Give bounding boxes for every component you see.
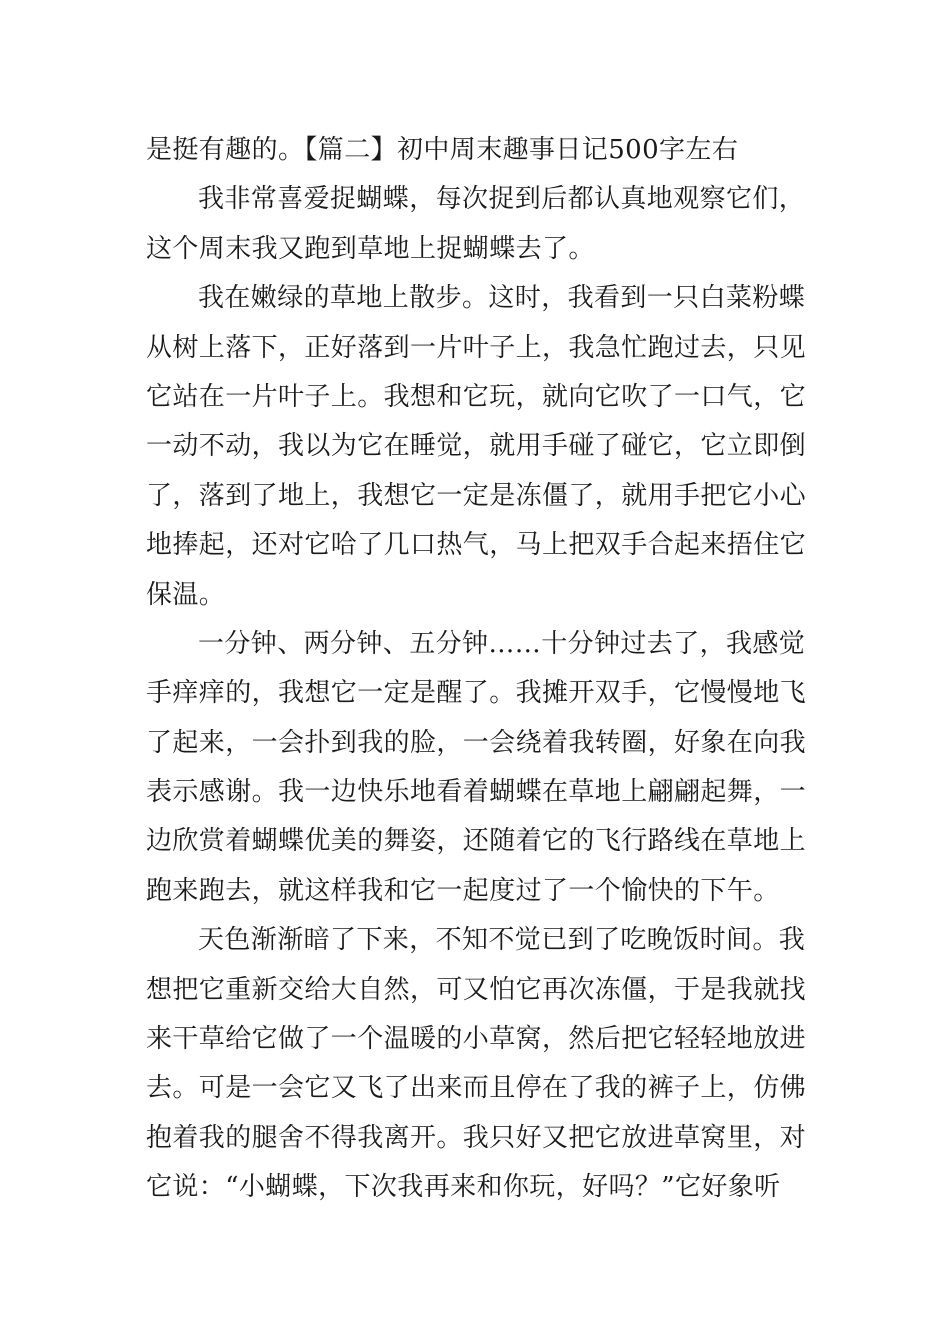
text-line: 它说：“小蝴蝶，下次我再来和你玩，好吗？”它好象听 [146,1172,781,1203]
text-line: 从树上落下，正好落到一片叶子上，我急忙跑过去，只见 [146,332,807,363]
text-line: 去。可是一会它又飞了出来而且停在了我的裤子上，仿佛 [146,1073,807,1104]
text-line: 它站在一片叶子上。我想和它玩，就向它吹了一口气，它 [146,381,807,412]
text-line: 地捧起，还对它哈了几口热气，马上把双手合起来捂住它 [146,530,807,561]
text-line: 跑来跑去，就这样我和它一起度过了一个愉快的下午。 [146,875,780,906]
text-line: 保温。 [146,579,226,610]
document-body [146,126,816,1213]
text-line: 边欣赏着蝴蝶优美的舞姿，还随着它的飞行路线在草地上 [146,826,807,857]
text-line: 抱着我的腿舍不得我离开。我只好又把它放进草窝里，对 [146,1122,807,1153]
text-line: 这个周末我又跑到草地上捉蝴蝶去了。 [146,233,595,264]
text-line: 了，落到了地上，我想它一定是冻僵了，就用手把它小心 [146,480,807,511]
text-line: 表示感谢。我一边快乐地看着蝴蝶在草地上翩翩起舞，一 [146,777,807,808]
text-line: 一动不动，我以为它在睡觉，就用手碰了碰它，它立即倒 [146,431,807,462]
text-line: 是挺有趣的。【篇二】初中周末趣事日记500字左右 [146,135,739,165]
text-line: 我非常喜爱捉蝴蝶，每次捉到后都认真地观察它们， [198,184,806,215]
text-line: 来干草给它做了一个温暖的小草窝，然后把它轻轻地放进 [146,1024,807,1055]
text-line: 了起来，一会扑到我的脸，一会绕着我转圈，好象在向我 [146,727,807,758]
text-line: 天色渐渐暗了下来，不知不觉已到了吃晚饭时间。我 [198,925,806,956]
text-line: 想把它重新交给大自然，可又怕它再次冻僵，于是我就找 [146,974,807,1005]
text-line: 一分钟、两分钟、五分钟……十分钟过去了，我感觉 [198,628,806,659]
text-line: 我在嫩绿的草地上散步。这时，我看到一只白菜粉蝶 [198,283,806,314]
text-line: 手痒痒的，我想它一定是醒了。我摊开双手，它慢慢地飞 [146,678,807,709]
